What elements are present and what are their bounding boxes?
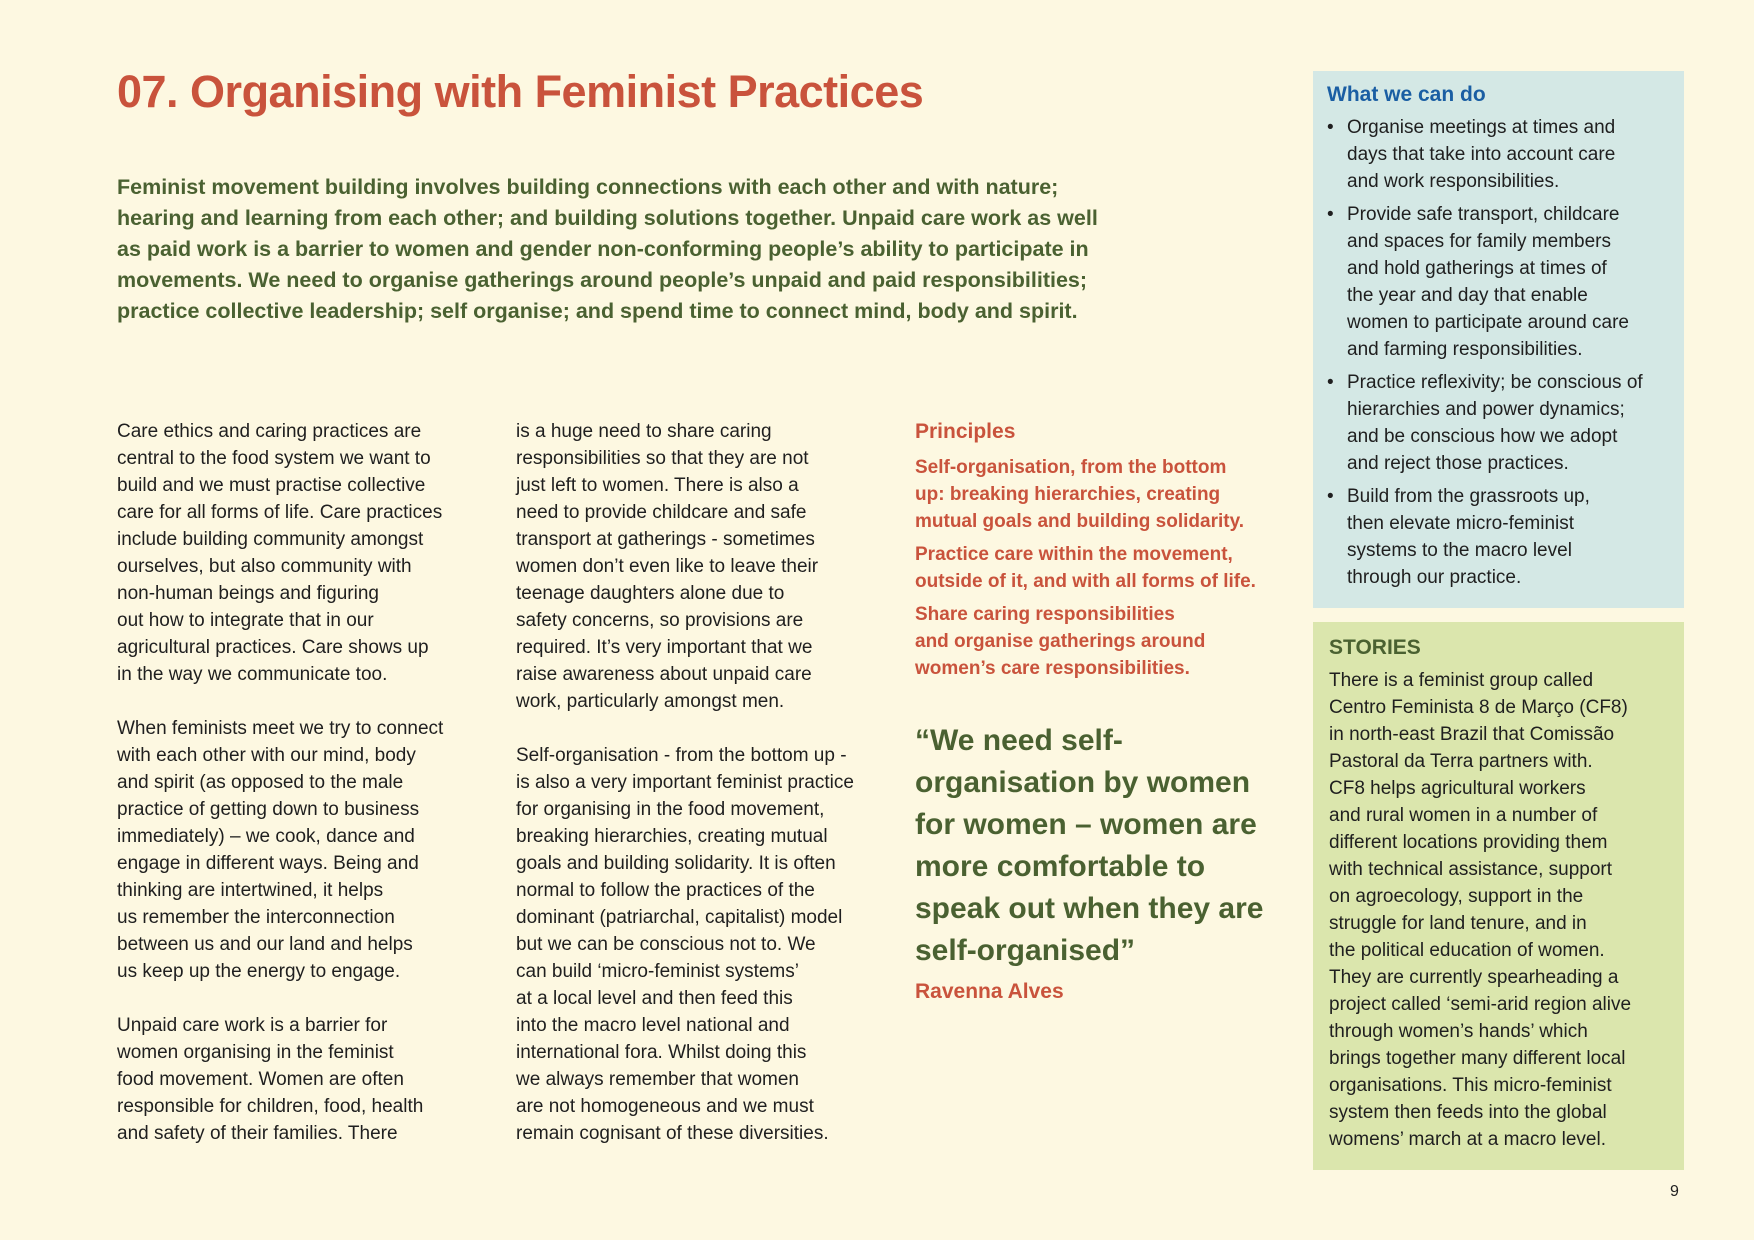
paragraph-share-caring: is a huge need to share caring responsibilities so that they are not just left to women. There is also a need to provide childcare and safe transport at gatherings - sometimes women don’t even like to leave their teenage daughters alone due to safety concerns, so provisions are required. It’s very important that we raise awareness about unpaid care work, particularly amongst men.: [516, 421, 819, 712]
list-item-text: Organise meetings at times and days that take into account care and work responsibilities.: [1347, 117, 1616, 192]
paragraph-feminists-meet: When feminists meet we try to connect with each other with our mind, body and spirit (as opposed to the male practice of getting down to business immediately) – we cook, dance and engage in different ways. Being and thinking are intertwined, it helps us remember the interconnection between us and our land and helps us keep up the energy to engage.: [117, 718, 444, 982]
list-item: [1327, 483, 1670, 591]
list-item: [1327, 201, 1670, 363]
list-item-text: Practice reflexivity; be conscious of hierarchies and power dynamics; and be conscious how we adopt and reject those practices.: [1347, 372, 1643, 474]
paragraph-unpaid-care: Unpaid care work is a barrier for women organising in the feminist food movement. Women are often responsible for children, food, health and safety of their families. There: [117, 1015, 424, 1144]
body-column-2: [516, 418, 886, 1147]
list-item-text: Build from the grassroots up, then elevate micro-feminist systems to the macro level through our practice.: [1347, 486, 1590, 588]
what-we-can-do-box: [1313, 71, 1684, 608]
bullet-icon: •: [1327, 204, 1334, 225]
list-item: [1327, 369, 1670, 477]
page-number: 9: [1670, 1183, 1679, 1200]
quote-author: Ravenna Alves: [915, 980, 1064, 1003]
bullet-icon: •: [1327, 117, 1334, 138]
principle-item: Practice care within the movement, outside of it, and with all forms of life.: [915, 544, 1256, 592]
bullet-icon: •: [1327, 486, 1334, 507]
list-item: [1327, 114, 1670, 195]
pull-quote: “We need self-organisation by women for women – women are more comfortable to speak out when they are self-organised”: [915, 724, 1264, 967]
principles-section: [915, 418, 1275, 688]
principle-item: Self-organisation, from the bottom up: breaking hierarchies, creating mutual goals and building solidarity.: [915, 457, 1245, 532]
what-we-can-do-heading: What we can do: [1327, 83, 1486, 106]
body-column-1: [117, 418, 487, 1147]
paragraph-self-organisation: Self-organisation - from the bottom up - is also a very important feminist practice for organising in the food movement, breaking hierarchies, creating mutual goals and building solidarity. It is often normal to follow the practices of the dominant (patriarchal, capitalist) model but we can be conscious not to. We can build ‘micro-feminist systems’ at a local level and then feed this into the macro level national and international fora. Whilst doing this we always remember that women are not homogeneous and we must remain cognisant of these diversities.: [516, 745, 854, 1144]
stories-heading: STORIES: [1329, 636, 1421, 659]
action-list: [1327, 114, 1670, 591]
bullet-icon: •: [1327, 372, 1334, 393]
stories-box: [1313, 622, 1684, 1170]
paragraph-care-ethics: Care ethics and caring practices are central to the food system we want to build and we must practise collective care for all forms of life. Care practices include building community amongst ourselves, but also community with non-human beings and figuring out how to integrate that in our agricultural practices. Care shows up in the way we communicate too.: [117, 421, 443, 685]
principles-heading: Principles: [915, 420, 1016, 443]
page-title: 07. Organising with Feminist Practices: [117, 66, 924, 117]
stories-text: There is a feminist group called Centro Feminista 8 de Março (CF8) in north-east Brazil that Comissão Pastoral da Terra partners with. CF8 helps agricultural workers and rural women in a number of different locations providing them with technical assistance, support on agroecology, support in the struggle for land tenure, and in the political education of women. They are currently spearheading a project called ‘semi-arid region alive through women’s hands’ which brings together many different local organisations. This micro-feminist system then feeds into the global womens’ march at a macro level.: [1329, 670, 1632, 1150]
list-item-text: Provide safe transport, childcare and spaces for family members and hold gatherings at times of the year and day that enable women to participate around care and farming responsibilities.: [1347, 204, 1629, 360]
intro-paragraph: Feminist movement building involves building connections with each other and with nature; hearing and learning from each other; and building solutions together. Unpaid care work as well as paid work is a barrier to women and gender non-conforming people’s ability to participate in movements. We need to organise gatherings around people’s unpaid and paid responsibilities; practice collective leadership; self organise; and spend time to connect mind, body and spirit.: [117, 175, 1098, 323]
principle-item: Share caring responsibilities and organise gatherings around women’s care responsibilities.: [915, 604, 1206, 679]
